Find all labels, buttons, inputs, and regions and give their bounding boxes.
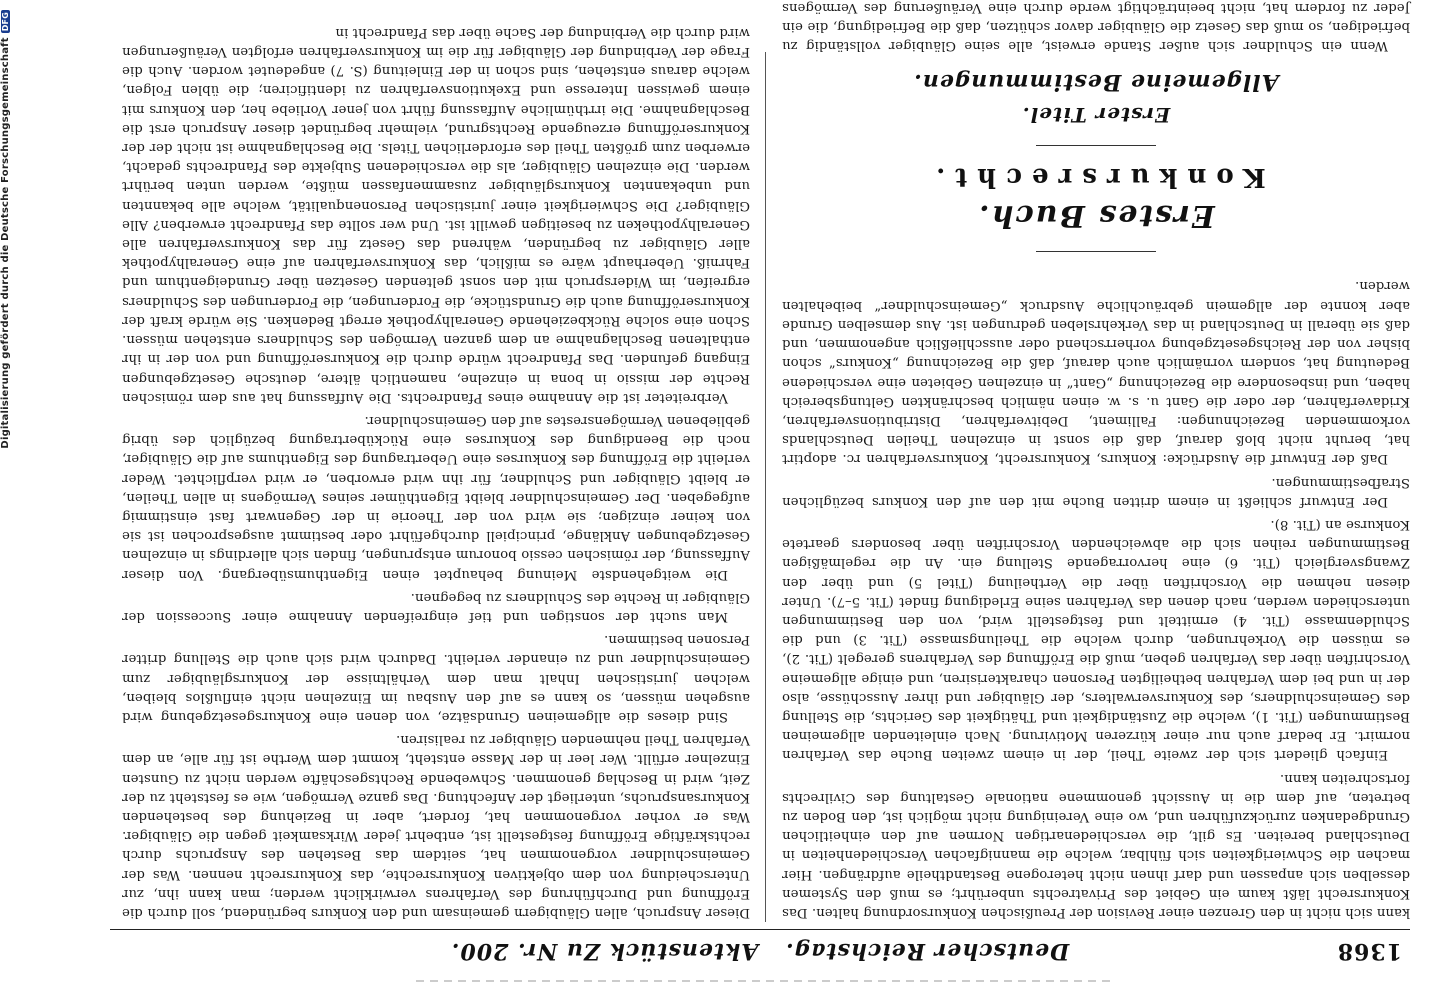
page-number: 1368 — [1336, 938, 1402, 964]
paragraph: Man sucht der sonstigen und tief eingreifenden Annahme einer Succession der Gläubiger in Rechte des Schuldners zu begegnen. — [122, 589, 750, 624]
divider-rule — [1036, 145, 1156, 146]
paragraph: kann sich nicht in den Grenzen einer Revision der Preußischen Konkursordnung halten. Das Konkursrecht läßt kaum ein Gebiet des Privatrechts unberührt; es muß den Systemen desselben sich anpassen und darf ihnen nicht heterogene Bestandtheile aufdrängen. Hier machen die Schwierigkeiten sich fühlbar, welche die mannigfachen Verschiedenheiten in Deutschland bereiten. Es gilt, die verschiedenartigen Normen auf den einheitlichen Grundgedanken zurückzuführen und, wo eine Vereinigung nicht möglich ist, den Boden zu betreten, auf dem die in Aussicht genommene nationale Gestaltung des Civilrechts fortschreiten kann. — [782, 770, 1410, 920]
paragraph: Sind dieses die allgemeinen Grundsätze, von denen eine Konkursgesetzgebung wird ausgehen müssen, so kann es auf den Ausbau im Einzelnen nicht einflußlos bleiben, welchen juristischen Inhalt man dem Verhältnisse der Konkursgläubiger zum Gemeinschuldner und zu einander verleiht. Dadurch wird sich auch die Stellung dritter Personen bestimmen. — [122, 632, 750, 724]
paragraph: Der Entwurf schließt in einem dritten Buche mit den auf den Konkurs bezüglichen Strafbestimmungen. — [782, 474, 1410, 509]
column-divider — [765, 52, 766, 922]
paragraph: Einfach gliedert sich der zweite Theil, der in einem zweiten Buche das Verfahren normirt. Er bedarf auch nur einer kürzeren Motivirung. Nach einleitenden allgemeinen Bestimmungen (Tit. 1), welche die Zuständigkeit und Thätigkeit des Gerichts, die Stellung des Gemeinschuldners, des Konkursverwalters, der Gläubiger und ihrer Ausschüsse, also der in und bei dem Verfahren betheiligten Personen charakterisiren, und einige allgemeine Vorschriften über das Verfahren geben, muß die Eröffnung des Verfahrens geregelt (Tit. 2), es müssen die Vorkehrungen, durch welche die Theilungsmasse (Tit. 3) und die Schuldenmasse (Tit. 4) ermittelt und festgestellt wird, von den Bestimmungen unterschieden werden, nach denen das Verfahren seine Erledigung findet (Tit. 5–7). Unter diesen nehmen die Vorschriften über die Vertheilung (Titel 5) und über den Zwangsvergleich (Tit. 6) eine hervorragende Stellung ein. An die regelmäßigen Bestimmungen reihen sich die abweichenden Vorschriften über besonders geartete Konkurse an (Tit. 8). — [782, 516, 1410, 763]
paragraph: Dieser Anspruch, allen Gläubigern gemeinsam und den Konkurs begründend, soll durch die Eröffnung und Durchführung des Verfahrens verwirklicht werden; man kann ihn, zur Unterscheidung von dem objektiven Konkursrechte, das Konkursrecht nennen. Was der Gemeinschuldner vorgenommen hat, seitdem das Bestehen des Anspruchs durch rechtskräftige Eröffnung festgestellt ist, entbehrt jeder Wirksamkeit gegen die Gläubiger. Was er vorher vorgenommen hat, fordert, aber in Beziehung des bestehenden Konkursanspruchs, unterliegt der Anfechtung. Das ganze Vermögen, wie es feststeht zu der Zeit, wird in Beschlag genommen. Schwebende Rechtsgeschäfte werden nicht zu Gunsten Einzelner erfüllt. Wer leer in der Masse entsteht, kommt dem Werthe ist für alle, an dem Verfahren Theil nehmenden Gläubiger zu realisiren. — [122, 732, 750, 920]
newspaper-page — [110, 0, 1410, 970]
digitization-credit — [0, 10, 20, 970]
title-heading: Erster Titel. — [1021, 103, 1171, 128]
left-column — [782, 0, 1410, 922]
paragraph: Wenn ein Schuldner sich außer Stande erweist, alle seine Gläubiger vollständig zu befriedigen, so muß das Gesetz die Gläubiger davor schützen, daß die Befriedigung, die ein Jeder zu fordern hat, nicht beeinträchtigt werde durch eine Veräußerung des Vermögens — [782, 0, 1410, 54]
paragraph: Die weitgehendste Meinung behauptet einen Eigenthumsübergang. Von dieser Auffassung, der römischen cessio bonorum entsprungen, finden sich allerdings in einzelnen Gesetzgebungen Anklänge, principiell durchgeführt oder bestimmt ausgesprochen ist sie von keiner einzigen; sie wird von der Theorie in der Gegenwart fast einstimmig aufgegeben. Der Gemeinschuldner bleibt Eigenthümer seines Vermögens in allen Theilen, er bleibt Gläubiger und Schuldner, für ihn wird erworben, er wird verpflichtet. Weder verleiht die Eröffnung des Konkurses eine Uebertragung des Eigenthums auf die Gläubiger, noch die Beendigung des Konkurses eine Rückübertragung bezüglich des übrig gebliebenen Vermögensrestes auf den Gemeinschuldner. — [122, 412, 750, 582]
right-column — [122, 24, 750, 922]
divider-rule — [1036, 251, 1156, 252]
dfg-logo-icon: DFG — [1, 12, 10, 32]
credit-text: Digitalisierung gefördert durch die Deutsche Forschungsgemeinschaft — [0, 37, 11, 449]
page-header — [110, 929, 1410, 970]
book-heading-block — [782, 69, 1410, 252]
running-head — [110, 938, 1410, 964]
scan-artifact — [410, 980, 1110, 982]
running-head-document: Aktenstück Zu Nr. 200. — [450, 938, 759, 964]
running-head-title: Deutscher Reichstag. — [785, 938, 1070, 964]
book-subtitle: Konkursrecht. — [926, 162, 1266, 193]
section-heading: Allgemeine Bestimmungen. — [913, 69, 1279, 96]
paragraph: Verbreiteter ist die Annahme eines Pfandrechts. Die Auffassung hat aus dem römischen Rechte der missio in bona in einzelne, namentlich ältere, deutsche Gesetzgebungen Eingang gefunden. Das Pfandrecht würde durch die Konkurseröffnung und von der in ihr enthaltenen Beschlagnahme an dem ganzen Vermögen des Schuldners entstehen müssen. Schon eine solche Rückbeziehende Generalhypothek erregt Bedenken. Sie würde kraft der Konkurseröffnung auch die Grundstücke, die Forderungen, die Forderungen des Schuldners ergreifen, im Widerspruch mit den sonst geltenden Gesetzen über Grundeigenthum und Fahrniß. Ueberhaupt wäre es mißlich, das Konkursverfahren auf eine Generalhypothek aller Gläubiger zu begründen, während das Gesetz für das Konkursverfahren alle Generalhypotheken zu beseitigen gewillt ist. Und wer sollte das Pfandrecht erwerben? Alle Gläubiger? Die Schwierigkeit einer juristischen Personenqualität, welche alle bekannten und unbekannten Konkursgläubiger zusammenfassen müßte, werden unten berührt werden. Die einzelnen Gläubiger, als die verschiedenen Subjekte des Pfandrechts gedacht, erwerben zum größten Theil des erforderlichen Titels. Die Beschlagnahme ist nicht der der Konkurseröffnung erzeugende Rechtsgrund, vielmehr begründet dieser Anspruch erst die Beschlagnahme. Die irrthümliche Auffassung führt von jener Vorliebe her, den Konkurs mit einem gewissen Interesse und Exekutionsverfahren zu identificiren; die üblen Folgen, welche daraus entstehen, sind schon in der Einleitung (S. 7) angedeutet worden. Auch die Frage der Verbindung der Gläubiger für die im Konkursverfahren erfolgten Veräußerungen wird durch die Verbindung der Sache über das Pfandrecht in — [122, 24, 750, 405]
paragraph: Daß der Entwurf die Ausdrücke: Konkurs, Konkursrecht, Konkursverfahren rc. adoptirt hat, beruht nicht bloß darauf, daß die sonst in einzelnen Theilen Deutschlands vorkommenden Bezeichnungen: Falliment, Debitverfahren, Distributionsverfahren, Kridaverfahren, der oder die Gant u. s. w. einen nämlich beschränkten Geltungsbereich haben, und insbesondere die Bezeichnung „Gant“ in einzelnen Gebieten eine verschiedene Bedeutung hat, sondern vornämlich auch darauf, daß die Bezeichnung „Konkurs“ schon bisher von der Reichsgesetzgebung vorherrschend oder ausschließlich angenommen, und daß sie überall in Deutschland in das Verkehrsleben gedrungen ist. Aus demselben Grunde aber konnte der allgemein gebräuchliche Ausdruck „Gemeinschuldner“ beibehalten werden. — [782, 278, 1410, 467]
book-title: Erstes Buch. — [977, 198, 1215, 234]
